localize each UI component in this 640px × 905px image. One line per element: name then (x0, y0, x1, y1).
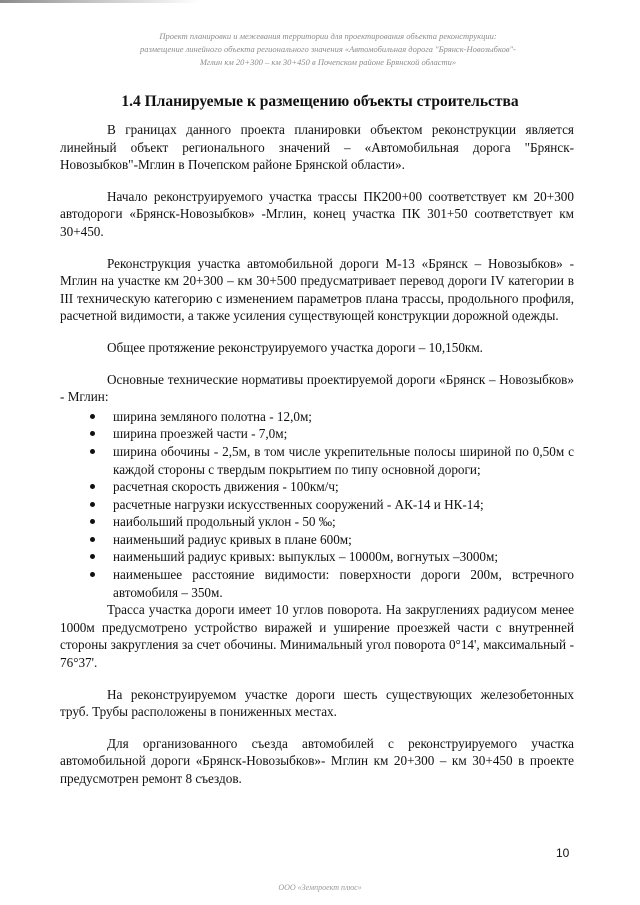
list-item-text: ширина земляного полотна - 12,0м; (113, 408, 312, 424)
list-item (94, 425, 574, 443)
paragraph-turn-angles: Трасса участка дороги имеет 10 углов поворота. На закруглениях радиусом менее 1000м предусмотрено устройство виражей и уширение проезжей части с внутренней стороны закругления за счет обочины. Минимальный угол поворота 0°14', максимальный - 76°37'. (60, 602, 574, 671)
list-item (94, 513, 574, 531)
paragraph-section-start-end: Начало реконструируемого участка трассы ПК200+00 соответствует км 20+300 автодороги «Брянск-Новозыбков» -Мглин, конец участка ПК 301+50 соответствует км 30+450. (60, 188, 574, 239)
technical-norms-list (60, 408, 574, 602)
list-item (94, 408, 574, 426)
bullet-icon (90, 484, 95, 489)
list-item-text: наибольший продольный уклон - 50 ‰; (113, 514, 336, 530)
running-header-line: размещение линейного объекта регионального значения «Автомобильная дорога "Брянск-Новозыбков"- (140, 44, 516, 54)
bullet-icon (90, 502, 95, 507)
bullet-icon (90, 414, 95, 419)
list-item (94, 443, 574, 478)
running-header (78, 30, 578, 69)
list-item-text: наименьшее расстояние видимости: поверхности дороги 200м, встречного автомобиля – 350м. (113, 567, 574, 600)
list-item (94, 478, 574, 496)
section-heading: 1.4 Планируемые к размещению объекты строительства (121, 93, 519, 110)
list-item (94, 566, 574, 601)
running-footer: ООО «Земпроект плюс» (278, 883, 362, 892)
bullet-icon (90, 449, 95, 454)
page-number: 10 (556, 846, 570, 860)
paragraph-exits: Для организованного съезда автомобилей с реконструируемого участка автомобильной дороги «Брянск-Новозыбков»- Мглин км 20+300 – км 30+450 в проекте предусмотрен ремонт 8 съездов. (60, 735, 574, 786)
paragraph-object: В границах данного проекта планировки объектом реконструкции является линейный объект регионального значений – «Автомобильная дорога "Брянск-Новозыбков"-Мглин в Почепском районе Брянской области». (60, 122, 574, 173)
list-item-text: наименьший радиус кривых: выпуклых – 10000м, вогнутых –3000м; (113, 549, 499, 565)
scan-edge-artifact (0, 0, 200, 3)
bullet-icon (90, 431, 95, 436)
running-header-line: Мглин км 20+300 – км 30+450 в Почепском районе Брянской области» (199, 57, 457, 67)
section-body (60, 121, 574, 788)
list-item (94, 548, 574, 566)
list-item-text: ширина обочины - 2,5м, в том числе укрепительные полосы шириной по 0,50м с каждой стороны с твердым покрытием по типу основной дороги; (113, 443, 574, 477)
list-item-text: ширина проезжей части - 7,0м; (113, 426, 288, 442)
paragraph-total-length: Общее протяжение реконструируемого участка дороги – 10,150км. (107, 339, 483, 355)
paragraph-norms-intro: Основные технические нормативы проектируемой дороги «Брянск – Новозыбков» - Мглин: (60, 371, 574, 405)
bullet-icon (90, 537, 95, 542)
bullet-icon (90, 572, 95, 577)
list-item-text: наименьший радиус кривых в плане 600м; (113, 531, 352, 547)
bullet-icon (90, 519, 95, 524)
list-item (94, 531, 574, 549)
paragraph-reconstruction: Реконструкция участка автомобильной дороги М-13 «Брянск – Новозыбков» - Мглин на участке км 20+300 – км 30+500 предусматривает перевод дороги IV категории в III техническую категорию с изменением параметров плана трассы, продольного профиля, расчетной видимости, а также усиления существующей конструкции дорожной одежды. (60, 255, 574, 324)
list-item-text: расчетная скорость движения - 100км/ч; (113, 479, 339, 495)
list-item-text: расчетные нагрузки искусственных сооружений - АК-14 и НК-14; (113, 496, 484, 512)
paragraph-culverts: На реконструируемом участке дороги шесть существующих железобетонных труб. Трубы расположены в пониженных местах. (60, 686, 574, 720)
bullet-icon (90, 554, 95, 559)
list-item (94, 496, 574, 514)
running-header-line: Проект планировки и межевания территории для проектирования объекта реконструкции: (159, 31, 497, 41)
